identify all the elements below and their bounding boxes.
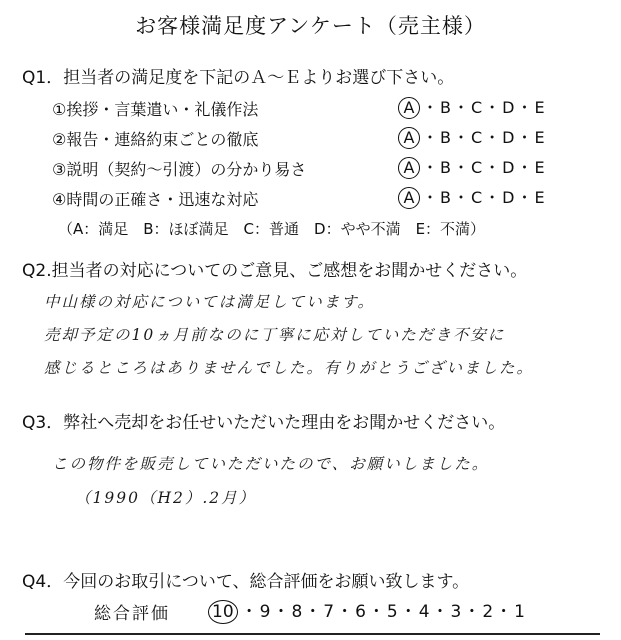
selected-grade-circle[interactable]: A [398, 157, 420, 179]
selected-score-circle[interactable]: 10 [208, 600, 238, 624]
q2-answer-line: 中山様の対応については満足しています。 [44, 293, 375, 311]
q2-question: Q2.担当者の対応についてのご意見、ご感想をお聞かせください。 [22, 261, 528, 281]
selected-grade-circle[interactable]: A [398, 127, 420, 149]
q1-item-label: ②報告・連絡約束ごとの徹底 [52, 130, 259, 149]
q1-item-grades [398, 125, 547, 149]
q3-question: Q3．弊社へ売却をお任せいただいた理由をお聞かせください。 [22, 413, 506, 433]
q1-item-grades [398, 155, 547, 179]
q1-item-label: ①挨拶・言葉遣い・礼儀作法 [52, 100, 259, 119]
q3-answer-line: （1990（H2）.2月） [75, 489, 257, 507]
q1-question: Q1．担当者の満足度を下記のＡ～Ｅよりお選び下さい。 [22, 68, 455, 88]
grade-options: ・B・C・D・E [422, 128, 547, 147]
grade-options: ・B・C・D・E [422, 98, 547, 117]
other-scores: ・9・8・7・6・5・4・3・2・1 [240, 602, 527, 622]
bottom-divider [25, 633, 600, 635]
grade-options: ・B・C・D・E [422, 158, 547, 177]
q1-legend: （A：満足 B：ほぼ満足 C：普通 D：やや不満 E：不満） [58, 220, 486, 238]
q4-question: Q4．今回のお取引について、総合評価をお願い致します。 [22, 572, 470, 592]
q1-item-label: ④時間の正確さ・迅速な対応 [52, 190, 259, 209]
score-label: 総合評価 [94, 604, 170, 624]
grade-options: ・B・C・D・E [422, 188, 547, 207]
page-title: お客様満足度アンケート（売主様） [135, 14, 486, 38]
q1-item-label: ③説明（契約～引渡）の分かり易さ [52, 160, 307, 179]
q3-answer-line: この物件を販売していただいたので、お願いしました。 [52, 455, 490, 473]
q1-item-grades [398, 95, 547, 119]
score-options [208, 597, 527, 624]
selected-grade-circle[interactable]: A [398, 187, 420, 209]
q2-answer-line: 売却予定の10ヵ月前なのに丁寧に応対していただき不安に [44, 326, 506, 344]
q1-item-grades [398, 185, 547, 209]
selected-grade-circle[interactable]: A [398, 97, 420, 119]
q2-answer-line: 感じるところはありませんでした。有りがとうございました。 [44, 359, 535, 377]
